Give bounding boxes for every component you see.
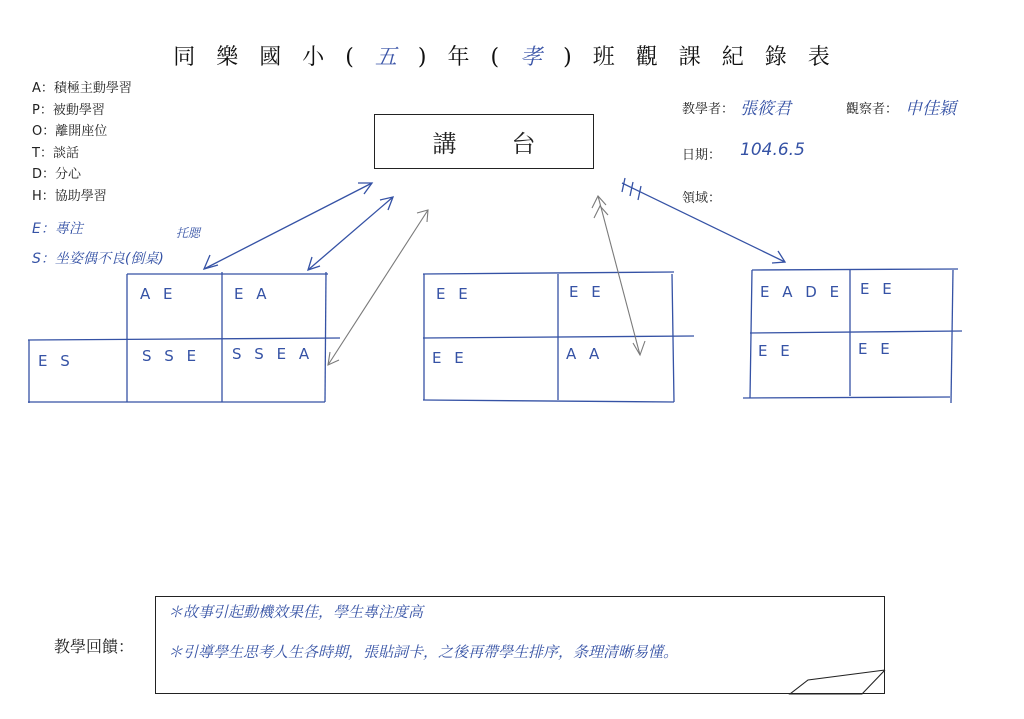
- right-cell-r1c2: E E: [860, 280, 896, 298]
- right-table-top-line: [752, 269, 958, 270]
- legend-item: A：積極主動學習: [32, 81, 132, 96]
- arrow-left-1: [204, 183, 372, 269]
- teacher-label: 教學者：: [682, 102, 735, 117]
- arrow-feather: [594, 206, 608, 218]
- observer-label: 觀察者：: [846, 102, 899, 117]
- left-cell-r2c0: E S: [38, 352, 74, 370]
- middle-cell-r2c1: E E: [432, 349, 468, 367]
- feedback-line-1: ＊故事引起動機效果佳，學生專注度高: [168, 603, 424, 621]
- title-paren-close-2: ): [563, 45, 593, 70]
- middle-table-top-line: [423, 272, 674, 274]
- left-cell-r1c2: E A: [234, 285, 271, 303]
- arrowhead: [633, 341, 645, 355]
- domain-label: 領域：: [682, 191, 722, 206]
- arrow-right: [622, 183, 785, 262]
- title-school: 同樂國小: [173, 45, 346, 70]
- arrow-left-2: [308, 197, 393, 270]
- title-paren-open-2: (: [490, 45, 521, 70]
- title-year-char: 年: [447, 45, 491, 70]
- arrow-feather: [622, 178, 625, 192]
- middle-table-vline: [672, 274, 674, 402]
- handnote-above-table: 托腮: [176, 226, 201, 240]
- middle-table-bottom-line: [423, 400, 674, 402]
- legend-item: O：離開座位: [32, 124, 108, 139]
- middle-cell-r1c1: E E: [436, 285, 472, 303]
- podium-char-2: 台: [511, 130, 536, 158]
- right-table-mid-line: [750, 331, 962, 333]
- date-value: 104.6.5: [740, 140, 805, 160]
- right-table-bottom-line: [743, 397, 950, 398]
- left-table-vline: [325, 272, 326, 402]
- arrow-middle-left: [328, 210, 428, 365]
- left-cell-r2c2: S S E A: [232, 345, 314, 363]
- arrow-middle-right: [598, 196, 640, 355]
- arrow-feather: [592, 196, 606, 208]
- title-class: 孝: [520, 45, 564, 70]
- observer-value: 申佳穎: [905, 99, 956, 119]
- right-cell-r2c2: E E: [858, 340, 894, 358]
- title-grade: 五: [374, 45, 418, 70]
- legend-handwritten-e: E：專注: [32, 221, 83, 237]
- middle-cell-r1c2: E E: [569, 283, 605, 301]
- legend-item: H：協助學習: [32, 188, 107, 204]
- left-cell-r2c1: S S E: [142, 347, 201, 365]
- right-table-vline: [750, 270, 752, 398]
- left-cell-r1c1: A E: [140, 285, 177, 303]
- legend-handwritten-s: S：坐姿偶不良(倒桌): [32, 251, 164, 267]
- right-table-vline: [951, 270, 953, 403]
- arrowhead: [204, 255, 218, 269]
- legend-item: P：被動學習: [32, 102, 105, 118]
- feedback-box: [155, 596, 885, 694]
- arrow-feather: [638, 186, 641, 200]
- right-cell-r2c1: E E: [758, 342, 794, 360]
- podium-char-1: 講: [432, 130, 457, 158]
- date-label: 日期：: [682, 148, 722, 163]
- right-cell-r1c1: E A D E: [760, 283, 844, 301]
- feedback-label: 教學回饋：: [54, 637, 135, 656]
- title-paren-close-1: ): [417, 45, 448, 70]
- legend-item: D：分心: [32, 167, 82, 182]
- legend-item: T：談話: [32, 145, 79, 161]
- title-paren-open-1: (: [345, 45, 375, 70]
- teacher-value: 張筱君: [740, 99, 791, 119]
- title-rest: 班觀課紀錄表: [592, 45, 851, 70]
- feedback-line-2: ＊引導學生思考人生各時期，張貼詞卡，之後再帶學生排序，条理清晰易懂。: [168, 643, 679, 661]
- middle-cell-r2c2: A A: [566, 345, 604, 363]
- arrow-feather: [630, 182, 633, 196]
- left-table-mid-line: [28, 338, 340, 340]
